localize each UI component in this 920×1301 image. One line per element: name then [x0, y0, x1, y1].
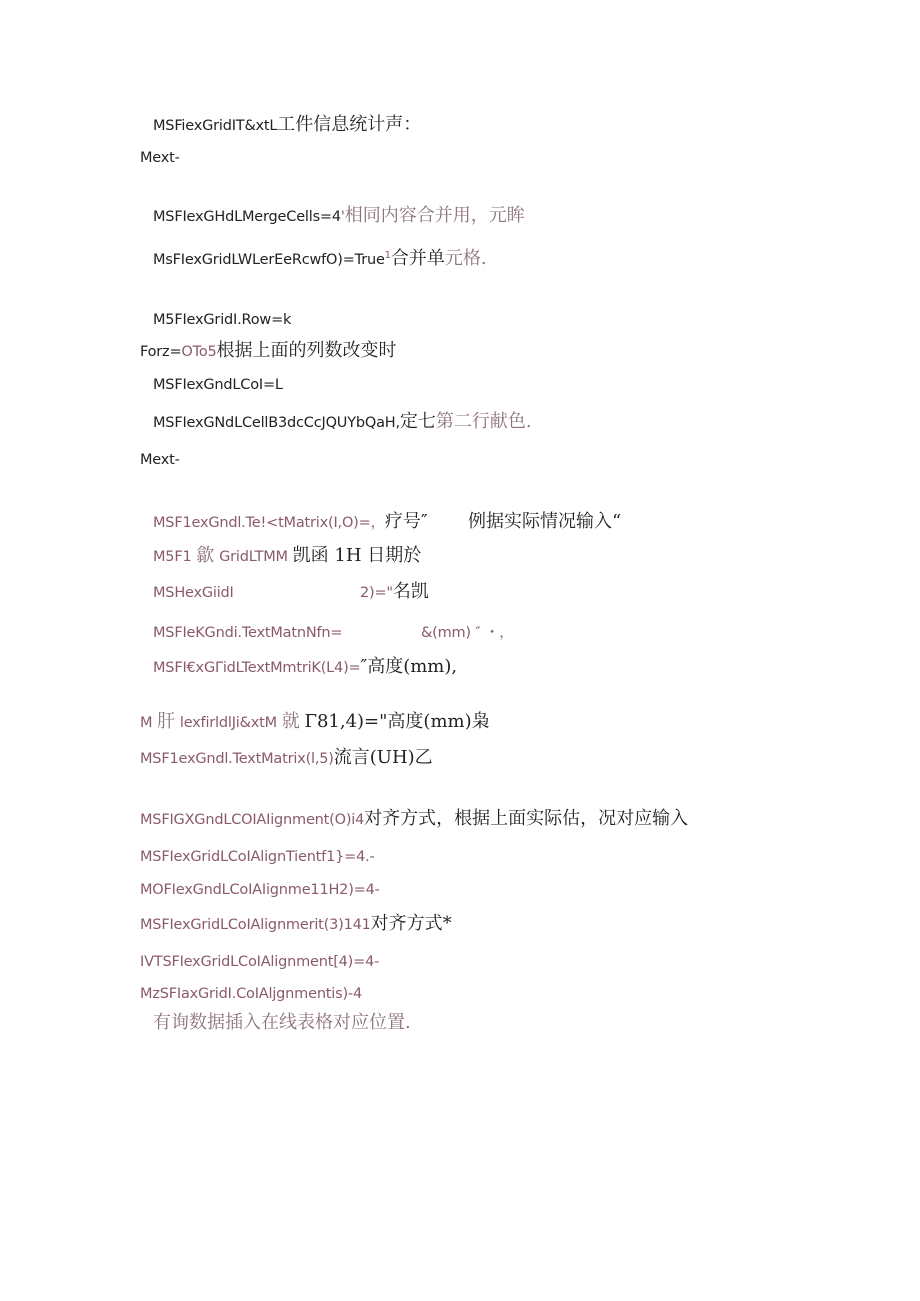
comment-text: 有询数据插入在线表格对应位置.	[153, 1012, 411, 1033]
code-text: M5FIexGridI.Row=k	[153, 312, 292, 328]
code-line-18	[140, 845, 375, 868]
code-line-6	[140, 340, 397, 363]
comment-text: 例据实际情况输入“	[468, 511, 622, 532]
code-text: MSHexGiidI	[153, 585, 234, 601]
code-text: MsFIexGridLWLerEeRcwfO)=True	[153, 252, 385, 268]
code-text: MSFIexGNdLCellB3dcCcJQUYbQaH,	[153, 415, 400, 431]
code-line-13	[153, 621, 342, 644]
comment-text: 对齐方式，根据上面实际估，况对应输入	[364, 808, 689, 829]
code-line-10-comment	[468, 511, 621, 533]
code-line-9	[140, 448, 180, 471]
comment-mark: 就	[281, 711, 300, 732]
code-text: MSFIexGndLCoI=L	[153, 377, 283, 393]
code-text-lite: OTo5	[181, 344, 217, 360]
code-line-4	[153, 245, 487, 271]
code-line-2	[140, 146, 180, 169]
code-text: IVTSFIexGridLCoIAlignment[4)=4-	[140, 954, 380, 970]
code-text: M5F1	[153, 549, 192, 565]
comment-text-lite: 元格.	[444, 248, 487, 269]
code-text: MSFIexGridLCoIAlignTientf1}=4.-	[140, 849, 375, 865]
comment-text-lite: 歙	[196, 545, 215, 566]
code-line-10	[153, 511, 428, 534]
code-line-19	[140, 878, 380, 901]
code-line-11	[153, 545, 421, 568]
code-text-lite: 2)="	[360, 585, 393, 601]
comment-text: 对齐方式*	[370, 913, 452, 934]
comment-text: 根据上面的列数改变时	[216, 340, 397, 361]
code-line-23	[153, 1012, 411, 1034]
code-text: MSFiexGridIT&xtL	[153, 118, 278, 134]
comment-text: 流言(UH)乙	[333, 747, 433, 768]
code-line-8	[153, 411, 532, 434]
code-text: MzSFIaxGridI.CoIAljgnmentis)-4	[140, 986, 362, 1002]
code-text: MOFIexGndLCoIAIignme11H2)=4-	[140, 882, 380, 898]
code-text: MSF1exGndl.Te!<tMatrix(I,O)=，	[153, 515, 385, 531]
comment-text: ″高度(mm),	[360, 656, 458, 677]
code-text-lite: &(mm) ″ ・，	[421, 625, 514, 641]
code-line-17	[140, 808, 688, 831]
comment-text-lite: 第二行献色.	[435, 411, 532, 432]
code-line-5	[153, 308, 291, 331]
code-line-15	[140, 711, 490, 734]
code-line-13-tail	[421, 621, 514, 644]
code-line-7	[153, 373, 283, 396]
code-text: MSFIeKGndi.TextMatnNfn=	[153, 625, 343, 641]
code-text: Forz=	[140, 344, 182, 360]
code-text-lite: GridLTMM	[219, 549, 288, 565]
code-line-16	[140, 747, 433, 770]
code-line-1	[153, 114, 421, 137]
comment-text: 疗号″	[384, 511, 428, 532]
code-text: Mext-	[140, 452, 180, 468]
code-line-20	[140, 913, 452, 936]
code-text: MSFIexGHdLMergeCells=4	[153, 209, 341, 225]
comment-text-lite: 并用，元眸	[434, 205, 525, 226]
comment-text: 定七	[399, 411, 436, 432]
code-text-lite: lexfirldlJi&xtM	[179, 715, 277, 731]
code-line-14	[153, 656, 457, 679]
code-text: MSFIGXGndLCOIAIignment(O)i4	[140, 812, 365, 828]
comment-text: 相同内容合	[344, 205, 435, 226]
code-line-12-tail	[360, 581, 429, 604]
comment-text: 工件信息统计声：	[277, 114, 422, 135]
code-text: MSFIexGridLCoIAlignmerit(3)141	[140, 917, 371, 933]
comment-text: 合并单	[390, 248, 445, 269]
comment-text: Γ81,4)="高度(mm)枭	[304, 711, 490, 732]
comment-text: 凯函 1H 日期於	[292, 545, 422, 566]
superscript-mark: 1	[384, 250, 391, 261]
code-line-3	[153, 205, 525, 228]
code-text: M	[140, 715, 153, 731]
apostrophe-mark: '	[340, 209, 345, 225]
code-line-21	[140, 950, 379, 973]
code-text: Mext-	[140, 150, 180, 166]
code-line-22	[140, 982, 362, 1005]
comment-text-lite: 肝	[157, 711, 176, 732]
code-line-12	[153, 581, 234, 604]
comment-text: 名凯	[392, 581, 429, 602]
code-text: MSFI€xGΓidLTextMmtriK(L4)=	[153, 660, 361, 676]
code-text: MSF1exGndl.TextMatrix(l,5)	[140, 751, 334, 767]
